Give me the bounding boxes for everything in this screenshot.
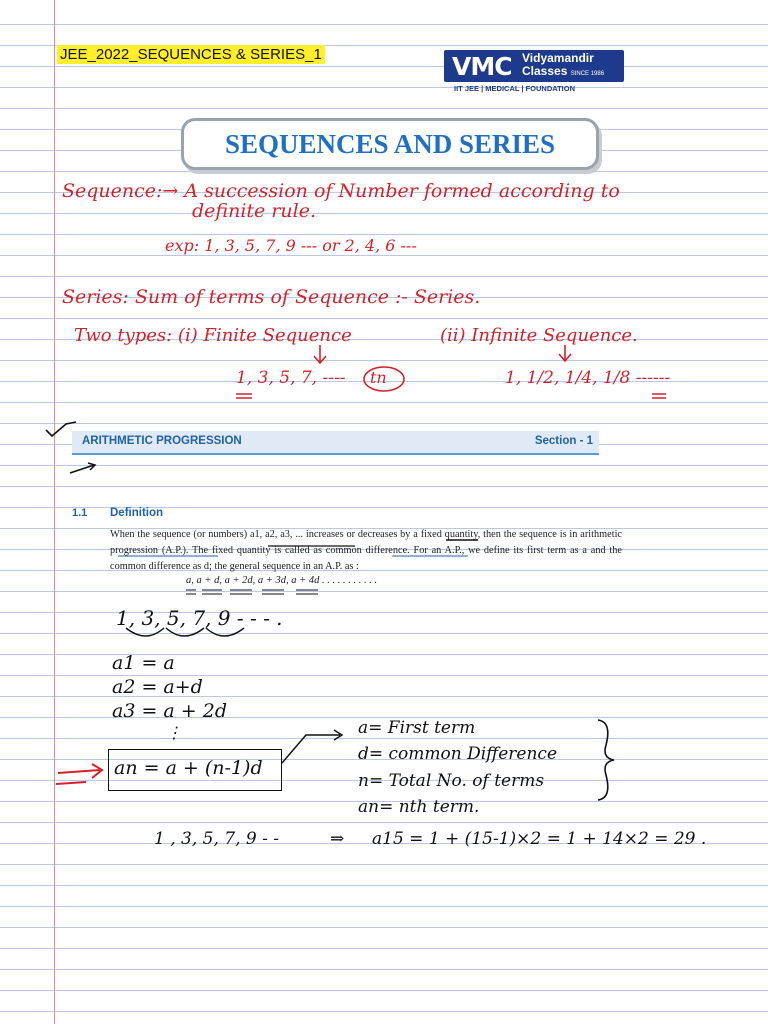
underline-general-sequence — [186, 590, 318, 594]
note-a1: a1 = a — [112, 652, 175, 674]
down-arrow-infinite-icon — [559, 345, 571, 361]
legend-total-terms: n= Total No. of terms — [358, 771, 545, 791]
note-example-sequence: 1, 3, 5, 7, 9 - - - . — [116, 606, 283, 630]
logo-tagline: IIT JEE | MEDICAL | FOUNDATION — [454, 84, 576, 93]
legend-brace — [598, 720, 614, 800]
note-sequence-definition-cont: definite rule. — [192, 200, 316, 222]
double-underline-finite — [236, 394, 252, 398]
note-nth-term-formula: an = a + (n-1)d — [114, 757, 263, 779]
note-a3: a3 = a + 2d — [112, 700, 227, 722]
down-arrow-finite-icon — [314, 345, 326, 363]
logo-name-line2: Classes — [522, 64, 568, 78]
tick-mark-icon — [46, 422, 76, 436]
note-finite-example: 1, 3, 5, 7, ---- — [236, 368, 346, 388]
logo-name-line1: Vidyamandir — [522, 51, 594, 65]
difference-braces — [126, 628, 244, 636]
small-arrow-icon — [70, 463, 95, 473]
note-infinite-sequence: (ii) Infinite Sequence. — [440, 325, 638, 346]
red-arrow-to-formula-icon — [56, 764, 102, 784]
definition-number: 1.1 — [72, 507, 88, 519]
note-sequence-example: exp: 1, 3, 5, 7, 9 --- or 2, 4, 6 --- — [165, 236, 417, 255]
note-vertical-dots: ⋮ — [166, 723, 182, 742]
section-title: ARITHMETIC PROGRESSION — [82, 435, 242, 447]
logo-since: SINCE 1986 — [570, 71, 605, 77]
page-title: SEQUENCES AND SERIES — [224, 128, 556, 159]
legend-common-difference: d= common Difference — [358, 744, 558, 764]
note-worked-sequence: 1 , 3, 5, 7, 9 - - — [154, 829, 280, 849]
formula-connector-arrow-icon — [282, 730, 342, 763]
definition-title: Definition — [110, 507, 164, 519]
note-infinite-example: 1, 1/2, 1/4, 1/8 ------ — [505, 368, 671, 388]
legend-nth-term: an= nth term. — [358, 797, 480, 817]
note-tn-circled: tn — [370, 368, 387, 387]
note-worked-calculation: a15 = 1 + (15-1)×2 = 1 + 14×2 = 29 . — [372, 829, 707, 849]
document-tag: JEE_2022_SEQUENCES & SERIES_1 — [57, 45, 325, 64]
section-number: Section - 1 — [534, 435, 593, 447]
tn-circle — [364, 367, 404, 391]
note-two-types: Two types: (i) Finite Sequence — [74, 325, 352, 346]
definition-paragraph: When the sequence (or numbers) a1, a2, a3, ... increases or decreases by a fixed quantity, then the sequence is in arithmetic progression (A.P.). The fixed quantity is called as common difference. For an A.P., we define its first term as a and the common difference as d; the general sequence in an A.P. as : — [110, 529, 622, 572]
note-series-definition: Series: Sum of terms of Sequence :- Series. — [62, 286, 481, 308]
definition-general-sequence: a, a + d, a + 2d, a + 3d, a + 4d . . . . . . . . . . . — [186, 575, 378, 586]
legend-first-term: a= First term — [358, 718, 476, 738]
note-sequence-definition: Sequence:→ A succession of Number formed according to — [62, 180, 620, 202]
double-underline-infinite — [652, 394, 666, 398]
implies-symbol: ⇒ — [330, 829, 345, 849]
logo-mark: VMC — [452, 52, 512, 81]
note-a2: a2 = a+d — [112, 676, 203, 698]
